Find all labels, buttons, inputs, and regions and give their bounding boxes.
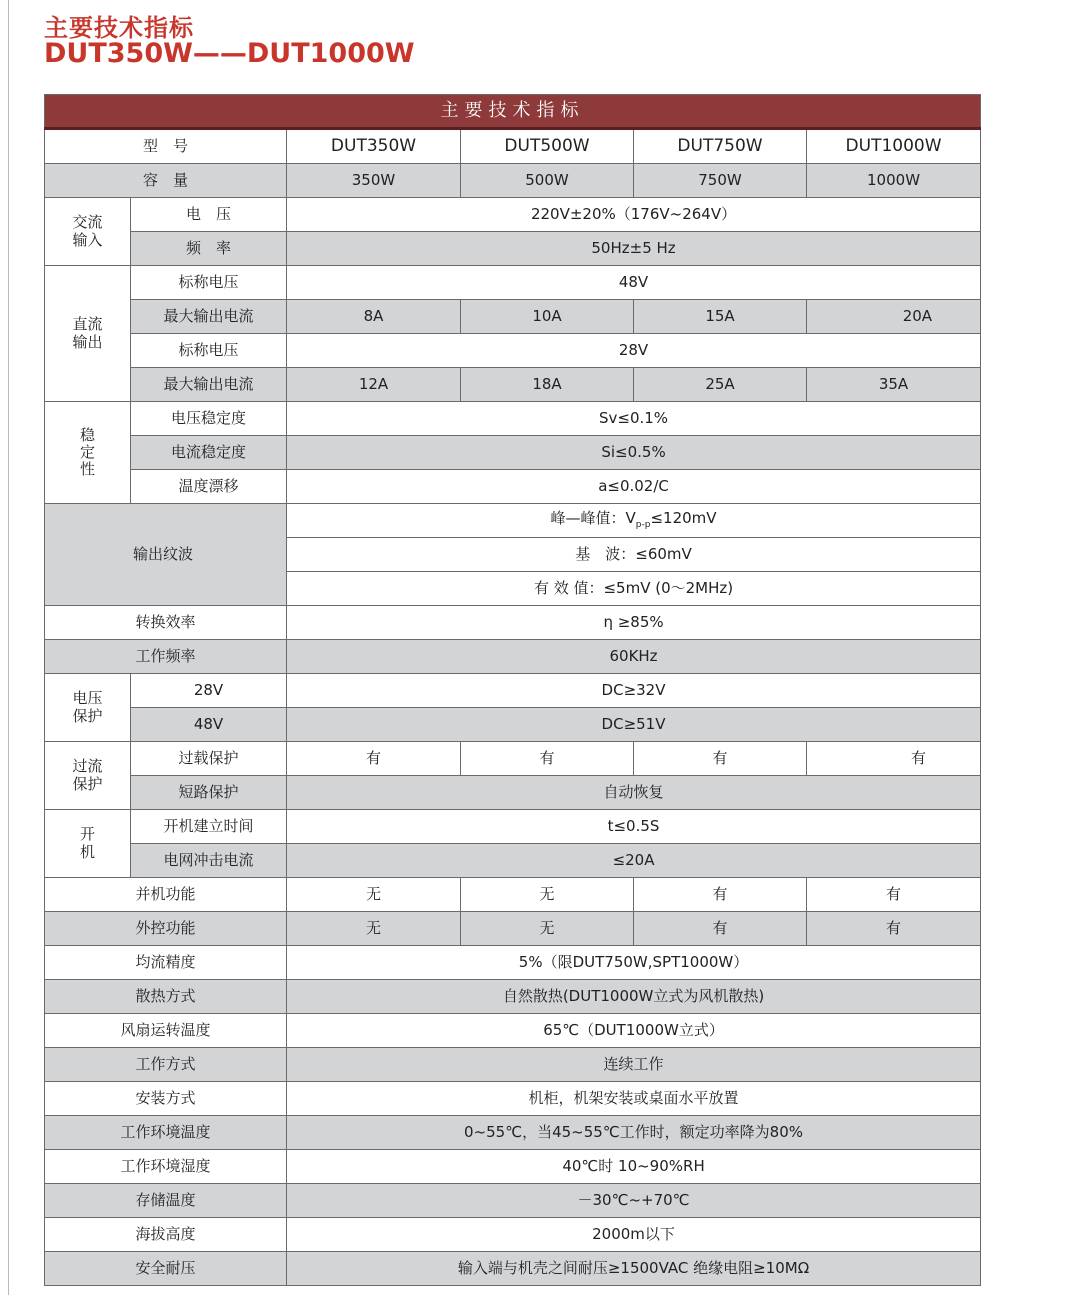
- ripple-rms-value: 有 效 值：≤5mV (0～2MHz): [287, 572, 981, 606]
- setup-time-value: t≤0.5S: [287, 810, 981, 844]
- work-freq-value: 60KHz: [287, 640, 981, 674]
- max-current-cell: 35A: [807, 368, 981, 402]
- parallel-label: 并机功能: [45, 878, 287, 912]
- current-share-value: 5%（限DUT750W,SPT1000W）: [287, 946, 981, 980]
- efficiency-label: 转换效率: [45, 606, 287, 640]
- overcurrent-group: [45, 742, 131, 810]
- nominal-voltage-value: 48V: [287, 266, 981, 300]
- table-header: 主要技术指标: [45, 95, 981, 129]
- safety-label: 安全耐压: [45, 1252, 287, 1286]
- dc-output-group: [45, 266, 131, 402]
- cooling-label: 散热方式: [45, 980, 287, 1014]
- ac-freq-label: 频 率: [131, 232, 287, 266]
- ripple-peak-value: [287, 504, 981, 538]
- parallel-cell: 有: [634, 878, 807, 912]
- env-temp-value: 0~55℃，当45~55℃工作时，额定功率降为80%: [287, 1116, 981, 1150]
- v48-label: 48V: [131, 708, 287, 742]
- altitude-value: 2000m以下: [287, 1218, 981, 1252]
- parallel-cell: 无: [287, 878, 461, 912]
- fan-temp-label: 风扇运转温度: [45, 1014, 287, 1048]
- dc-output-group-label: 直流输出: [72, 315, 103, 351]
- stability-group-label: 稳定性: [79, 425, 95, 479]
- install-value: 机柜，机架安装或桌面水平放置: [287, 1082, 981, 1116]
- capacity-cell: 750W: [634, 164, 807, 198]
- work-mode-label: 工作方式: [45, 1048, 287, 1082]
- ripple-peak-subscript: p-p: [635, 520, 651, 531]
- parallel-cell: 有: [807, 878, 981, 912]
- spec-table: [44, 94, 981, 1286]
- stability-group: [45, 402, 131, 504]
- ext-ctrl-label: 外控功能: [45, 912, 287, 946]
- model-cell: DUT500W: [461, 129, 634, 164]
- model-range-title: DUT350W——DUT1000W: [44, 38, 415, 69]
- temp-drift-label: 温度漂移: [131, 470, 287, 504]
- max-current-label: 最大输出电流: [131, 300, 287, 334]
- capacity-label: 容 量: [45, 164, 287, 198]
- ext-ctrl-cell: 有: [634, 912, 807, 946]
- max-current-cell: 12A: [287, 368, 461, 402]
- capacity-cell: 1000W: [807, 164, 981, 198]
- max-current-cell: 25A: [634, 368, 807, 402]
- altitude-label: 海拔高度: [45, 1218, 287, 1252]
- max-current-cell: 18A: [461, 368, 634, 402]
- inrush-label: 电网冲击电流: [131, 844, 287, 878]
- storage-temp-label: 存储温度: [45, 1184, 287, 1218]
- cooling-value: 自然散热(DUT1000W立式为风机散热): [287, 980, 981, 1014]
- max-current-cell: 20A: [807, 300, 981, 334]
- max-current-cell: 8A: [287, 300, 461, 334]
- capacity-cell: 350W: [287, 164, 461, 198]
- setup-time-label: 开机建立时间: [131, 810, 287, 844]
- overload-cell: 有: [634, 742, 807, 776]
- env-humidity-label: 工作环境湿度: [45, 1150, 287, 1184]
- current-stability-label: 电流稳定度: [131, 436, 287, 470]
- ripple-base-value: 基 波：≤60mV: [287, 538, 981, 572]
- current-stability-value: Si≤0.5%: [287, 436, 981, 470]
- fan-temp-value: 65℃（DUT1000W立式）: [287, 1014, 981, 1048]
- voltage-stability-value: Sv≤0.1%: [287, 402, 981, 436]
- ext-ctrl-cell: 无: [461, 912, 634, 946]
- short-circuit-label: 短路保护: [131, 776, 287, 810]
- voltage-stability-label: 电压稳定度: [131, 402, 287, 436]
- ac-input-group: [45, 198, 131, 266]
- safety-value: 输入端与机壳之间耐压≥1500VAC 绝缘电阻≥10MΩ: [287, 1252, 981, 1286]
- current-share-label: 均流精度: [45, 946, 287, 980]
- max-current-label: 最大输出电流: [131, 368, 287, 402]
- temp-drift-value: a≤0.02/C: [287, 470, 981, 504]
- work-freq-label: 工作频率: [45, 640, 287, 674]
- overload-cell: 有: [287, 742, 461, 776]
- capacity-cell: 500W: [461, 164, 634, 198]
- ext-ctrl-cell: 无: [287, 912, 461, 946]
- model-cell: DUT350W: [287, 129, 461, 164]
- inrush-value: ≤20A: [287, 844, 981, 878]
- env-humidity-value: 40℃时 10~90%RH: [287, 1150, 981, 1184]
- model-cell: DUT1000W: [807, 129, 981, 164]
- efficiency-value: η ≥85%: [287, 606, 981, 640]
- voltage-protect-group-label: 电压保护: [72, 689, 103, 725]
- nominal-voltage-label: 标称电压: [131, 266, 287, 300]
- ext-ctrl-cell: 有: [807, 912, 981, 946]
- work-mode-value: 连续工作: [287, 1048, 981, 1082]
- ac-voltage-value: 220V±20%（176V~264V）: [287, 198, 981, 232]
- v28-value: DC≥32V: [287, 674, 981, 708]
- nominal-voltage-label: 标称电压: [131, 334, 287, 368]
- max-current-cell: 10A: [461, 300, 634, 334]
- ripple-label: 输出纹波: [45, 504, 287, 606]
- ac-input-group-label: 交流输入: [72, 213, 103, 249]
- startup-group: [45, 810, 131, 878]
- models-label: 型 号: [45, 129, 287, 164]
- overload-cell: 有: [807, 742, 981, 776]
- max-current-cell: 15A: [634, 300, 807, 334]
- model-cell: DUT750W: [634, 129, 807, 164]
- voltage-protect-group: [45, 674, 131, 742]
- install-label: 安装方式: [45, 1082, 287, 1116]
- page-edge-line: [8, 0, 9, 1295]
- storage-temp-value: －30℃~+70℃: [287, 1184, 981, 1218]
- ripple-peak-prefix: 峰—峰值：V: [550, 509, 636, 528]
- nominal-voltage-value: 28V: [287, 334, 981, 368]
- v28-label: 28V: [131, 674, 287, 708]
- overload-cell: 有: [461, 742, 634, 776]
- overcurrent-group-label: 过流保护: [72, 757, 103, 793]
- parallel-cell: 无: [461, 878, 634, 912]
- overload-label: 过载保护: [131, 742, 287, 776]
- ac-freq-value: 50Hz±5 Hz: [287, 232, 981, 266]
- ripple-peak-number: ≤120mV: [650, 509, 717, 528]
- v48-value: DC≥51V: [287, 708, 981, 742]
- page-title: 主要技术指标: [44, 14, 194, 42]
- ac-voltage-label: 电 压: [131, 198, 287, 232]
- startup-group-label: 开机: [79, 825, 95, 861]
- short-circuit-value: 自动恢复: [287, 776, 981, 810]
- env-temp-label: 工作环境温度: [45, 1116, 287, 1150]
